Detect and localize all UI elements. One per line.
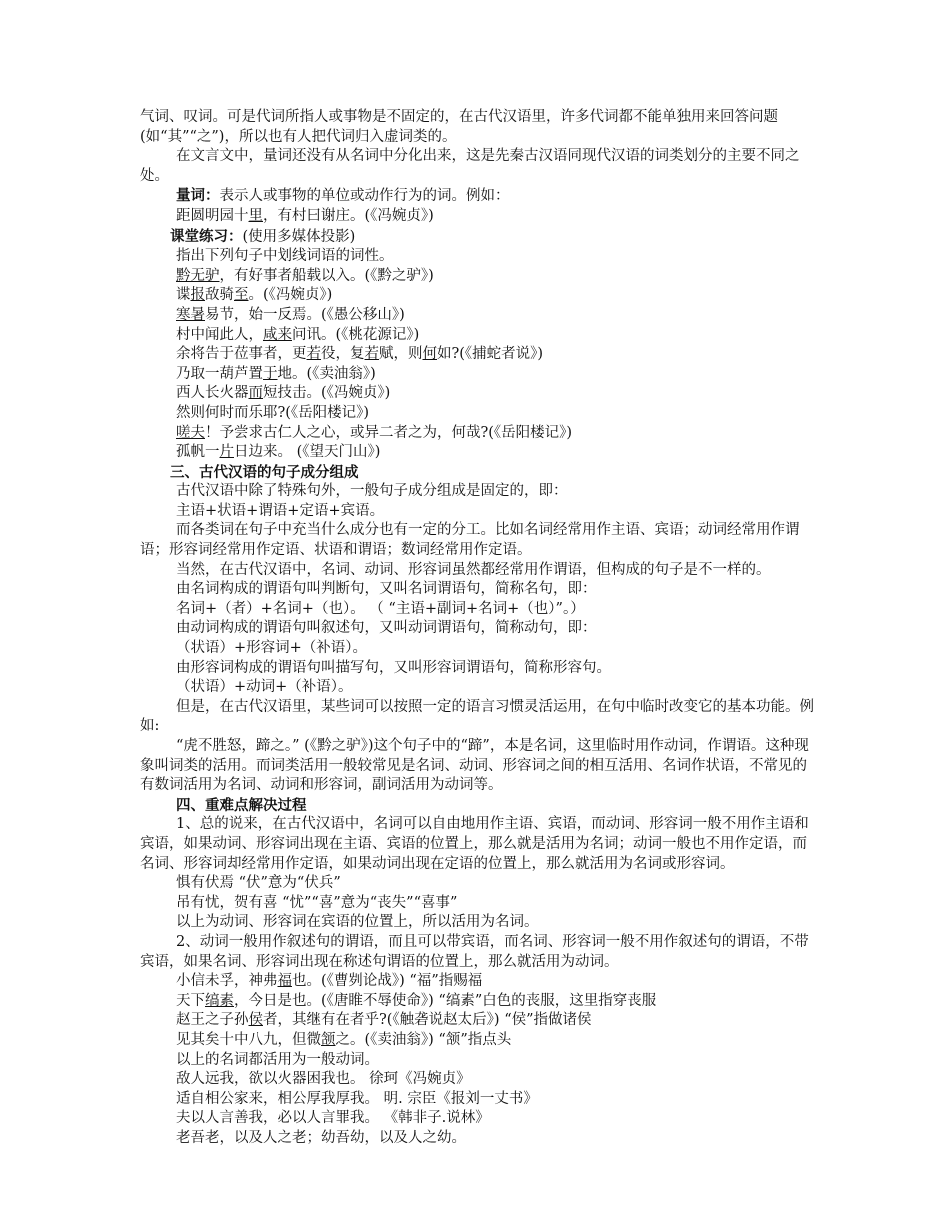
formula-line: 名词+（者）+名词+（也）。 （ “主语+副词+名词+（也）”。） [176, 600, 585, 617]
example-line [140, 992, 820, 1012]
text: ，有村曰谢庄。(《冯婉贞》) [263, 207, 434, 224]
text: 短技击。(《冯婉贞》) [263, 385, 391, 402]
underlined-word: 而 [248, 385, 263, 402]
instruction-line: 指出下列句子中划线词语的词性。 [176, 248, 394, 265]
underlined-word: 黔无驴 [176, 267, 220, 284]
text: 余将告于莅事者，更 [176, 346, 307, 363]
example-line [140, 972, 820, 992]
example-line: 夫以人言善我，必以人言罪我。 《韩非子.说林》 [176, 1110, 490, 1127]
underlined-word: 福 [277, 973, 292, 990]
paragraph: “虎不胜怒，蹄之。” (《黔之驴》)这个句子中的“蹄”，本是名词，这里临时用作动词，作谓语。这种现象叫词类的活用。而词类活用一般较常见是名词、动词、形容词之间的相互活用、名词作状语，不常见的有数词活用为名词、动词和形容词，副词活用为动词等。 [140, 738, 809, 794]
paragraph: 由名词构成的谓语句叫判断句，又叫名词谓语句，简称名句，即： [176, 581, 597, 598]
exercise-line [140, 267, 820, 287]
text: (使用多媒体投影) [242, 228, 356, 245]
paragraph: 1、总的说来，在古代汉语中，名词可以自由地用作主语、宾语，而动词、形容词一般不用作主语和宾语，如果动词、形容词出现在主语、宾语的位置上，那么就是活用为名词；动词一般也不用作定语，而名词、形容词却经常用作定语，如果动词出现在定语的位置上，那么就活用为名词或形容词。 [140, 816, 809, 872]
underlined-word: 若 [364, 346, 379, 363]
text: 日边来。 (《望天门山》) [234, 444, 381, 461]
exercise-line [140, 443, 820, 463]
exercise-line [140, 365, 820, 385]
formula-line: 主语+状语+谓语+定语+宾语。 [176, 502, 385, 519]
example-line: 老吾老，以及人之老；幼吾幼，以及人之幼。 [176, 1129, 466, 1146]
example-line [140, 1011, 820, 1031]
text: 役，复 [321, 346, 365, 363]
section-heading: 三、古代汉语的句子成分组成 [170, 463, 359, 481]
example-line: 吊有忧，贺有喜 “忧”“喜”意为“丧失”“喜事” [176, 894, 458, 911]
paragraph: 当然，在古代汉语中，名词、动词、形容词虽然都经常用作谓语，但构成的句子是不一样的。 [176, 561, 771, 578]
text: 孤帆一 [176, 444, 220, 461]
exercise-line [140, 306, 820, 326]
paragraph: 以上为动词、形容词在宾语的位置上，所以活用为名词。 [176, 914, 539, 931]
paragraph: 古代汉语中除了特殊句外，一般句子成分组成是固定的，即： [176, 483, 568, 500]
text: ！予尝求古仁人之心，或异二者之为，何哉?(《岳阳楼记》) [205, 424, 573, 441]
underlined-word: 嗟夫 [176, 424, 205, 441]
underlined-word: 何 [422, 346, 437, 363]
exercise-line [140, 326, 820, 346]
underlined-word: 里 [248, 207, 263, 224]
exercise-line: 然则何时而乐耶?(《岳阳楼记》) [176, 404, 370, 421]
exercise-line [140, 424, 820, 444]
text: 天下 [176, 992, 205, 1009]
paragraph: 2、动词一般用作叙述句的谓语，而且可以带宾语，而名词、形容词一般不用作叙述句的谓语，不带宾语，如果名词、形容词出现在称述句谓语的位置上，那么就活用为动词。 [140, 933, 809, 970]
text: 见其矣十中八九，但微 [176, 1031, 321, 1048]
text: 之。(《卖油翁》) “颔”指点头 [335, 1031, 512, 1048]
text: 西人长火器 [176, 385, 249, 402]
exercise-line [140, 286, 820, 306]
text: 也。(《曹刿论战》) “福”指赐福 [292, 973, 483, 990]
text: ，有好事者船载以入。(《黔之驴》) [219, 267, 434, 284]
text: ，今日是也。(《唐睢不辱使命》) “缟素”白色的丧服，这里指穿丧服 [234, 992, 657, 1009]
definition-line [140, 186, 820, 207]
term-label: 量词： [176, 187, 220, 205]
example-line: 惧有伏焉 “伏”意为“伏兵” [176, 875, 341, 892]
paragraph: 但是，在古代汉语里，某些词可以按照一定的语言习惯灵活运用，在句中临时改变它的基本功能。例如: [140, 698, 814, 735]
text: 。(《冯婉贞》) [248, 287, 333, 304]
section-heading: 四、重难点解决过程 [176, 796, 307, 814]
underlined-word: 咸来 [263, 326, 292, 343]
section-label [140, 227, 820, 248]
formula-line: （状语）+形容词+（补语）。 [176, 640, 368, 657]
underlined-word: 颔 [321, 1031, 336, 1048]
exercise-line [140, 384, 820, 404]
underlined-word: 若 [306, 346, 321, 363]
example-line [140, 207, 820, 227]
text: 问讯。(《桃花源记》) [292, 326, 420, 343]
text: 地。(《卖油翁》) [277, 365, 376, 382]
text: 者，其继有在者乎?(《触砻说赵太后》) “侯”指做诸侯 [263, 1012, 592, 1029]
text: 如?(《捕蛇者说》) [437, 346, 544, 363]
text: 敌骑 [205, 287, 234, 304]
paragraph: 而各类词在句子中充当什么成分也有一定的分工。比如名词经常用作主语、宾语；动词经常用作谓语；形容词经常用作定语、状语和谓语；数词经常用作定语。 [140, 522, 800, 559]
example-line [140, 1031, 820, 1051]
underlined-word: 缟素 [205, 992, 234, 1009]
paragraph: 以上的名词都活用为一般动词。 [176, 1051, 379, 1068]
exercise-heading: 课堂练习： [170, 227, 243, 245]
paragraph: 由动词构成的谓语句叫叙述句，又叫动词谓语句，简称动句，即： [176, 620, 597, 637]
paragraph: 在文言文中，量词还没有从名词中分化出来，这是先秦古汉语同现代汉语的词类划分的主要不同之处。 [140, 148, 800, 184]
text: 距圆明园十 [176, 207, 249, 224]
document-body [140, 108, 820, 1148]
underlined-word: 于 [263, 365, 278, 382]
underlined-word: 报 [190, 287, 205, 304]
exercise-line [140, 345, 820, 365]
paragraph: 由形容词构成的谓语句叫描写句，又叫形容词谓语句，简称形容句。 [176, 659, 611, 676]
text: 谍 [176, 287, 191, 304]
text: 赋，则 [379, 346, 423, 363]
formula-line: （状语）+动词+（补语）。 [176, 679, 353, 696]
text: 乃取一葫芦置 [176, 365, 263, 382]
text: 村中闻此人， [176, 326, 263, 343]
example-line: 敌人远我，欲以火器困我也。 徐珂《冯婉贞》 [176, 1071, 471, 1088]
underlined-word: 侯 [248, 1012, 263, 1029]
definition-text: 表示人或事物的单位或动作行为的词。例如： [219, 188, 510, 205]
example-line: 适自相公家来，相公厚我厚我。 明. 宗臣《报刘一丈书》 [176, 1090, 538, 1107]
underlined-word: 寒暑 [176, 306, 205, 323]
text: 赵王之子孙 [176, 1012, 249, 1029]
text: 易节，始一反焉。(《愚公移山》) [205, 306, 405, 323]
underlined-word: 至 [234, 287, 249, 304]
paragraph: 气词、叹词。可是代词所指人或事物是不固定的，在古代汉语里，许多代词都不能单独用来回答问题(如“其”“之”)，所以也有人把代词归入虚词类的。 [140, 109, 778, 145]
text: 小信未孚，神弗 [176, 973, 278, 990]
underlined-word: 片 [219, 444, 234, 461]
